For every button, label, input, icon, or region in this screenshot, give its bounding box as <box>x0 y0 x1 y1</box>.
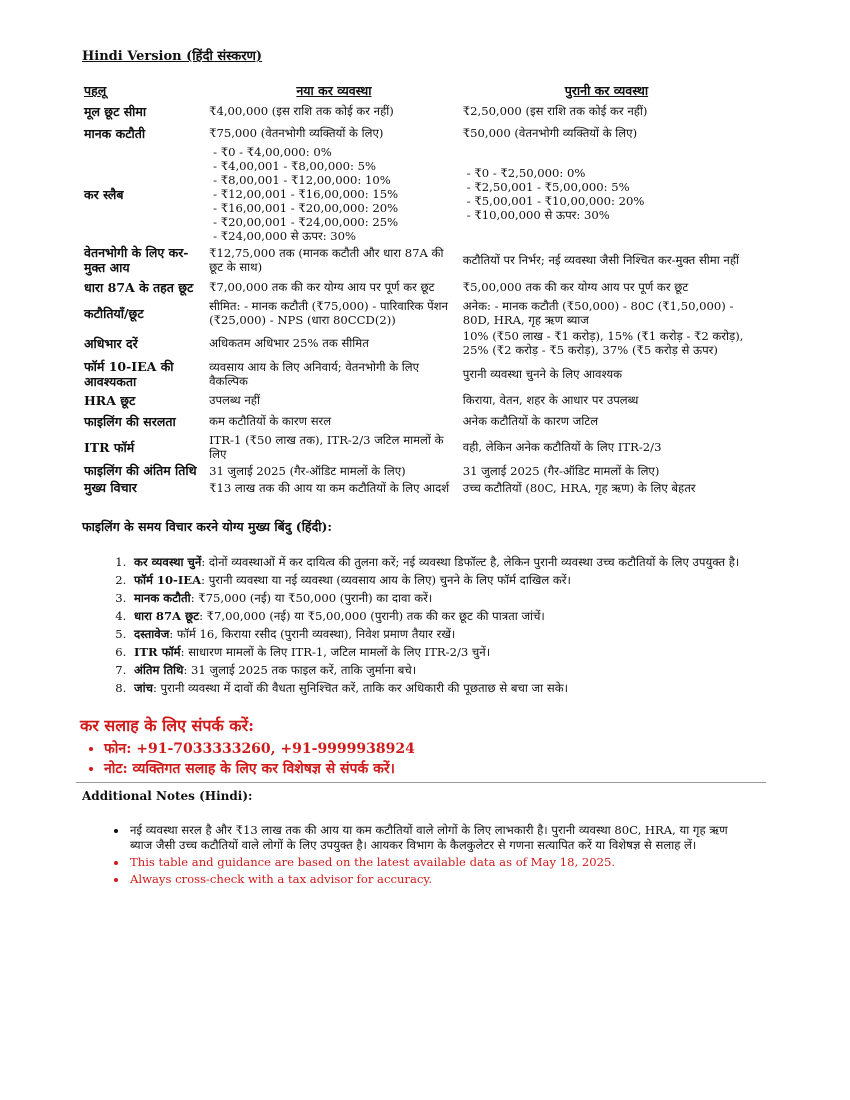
table-row <box>82 276 752 298</box>
slab-item: - ₹8,00,001 - ₹12,00,000: 10% <box>213 173 391 187</box>
header-aspect: पहलू <box>84 83 107 98</box>
table-row <box>82 328 752 358</box>
list-item <box>130 681 750 696</box>
slab-item: - ₹5,00,001 - ₹10,00,000: 20% <box>466 194 645 208</box>
slab-item: - ₹12,00,001 - ₹16,00,000: 15% <box>213 187 399 201</box>
points-heading: फाइलिंग के समय विचार करने योग्य मुख्य बिंदु (हिंदी): <box>82 519 332 534</box>
row-new-value: कम कटौतियों के कारण सरल <box>209 414 332 428</box>
table-row <box>82 100 752 122</box>
point-text: : पुरानी व्यवस्था में दावों की वैधता सुनिश्चित करें, ताकि कर अधिकारी की पूछताछ से बचा जा सके। <box>152 681 568 695</box>
point-text: : 31 जुलाई 2025 तक फाइल करें, ताकि जुर्माना बचे। <box>183 663 417 677</box>
slab-item: - ₹16,00,001 - ₹20,00,000: 20% <box>213 201 399 215</box>
key-points-list <box>82 555 750 696</box>
row-new-value: ₹13 लाख तक की आय या कम कटौतियों के लिए आदर्श <box>209 480 450 495</box>
notes-heading: Additional Notes (Hindi): <box>82 789 253 803</box>
row-old-value: कटौतियों पर निर्भर; नई व्यवस्था जैसी निश्चित कर-मुक्त सीमा नहीं <box>462 253 740 267</box>
list-item <box>130 573 750 588</box>
row-new-value: ₹12,75,000 तक (मानक कटौती और धारा 87A की छूट के साथ) <box>209 246 444 274</box>
point-text: : दोनों व्यवस्थाओं में कर दायित्व की तुलना करें; नई व्यवस्था डिफॉल्ट है, लेकिन पुरानी व्यवस्था उच्च कटौतियों के लिए उपयुक्त है। <box>201 555 740 569</box>
new-slab-list <box>209 145 459 243</box>
row-new-value: ₹4,00,000 (इस राशि तक कोई कर नहीं) <box>209 104 394 118</box>
row-aspect: ITR फॉर्म <box>84 439 135 455</box>
notes-list <box>82 823 748 887</box>
contact-heading: कर सलाह के लिए संपर्क करें: <box>80 716 255 735</box>
row-old-value: पुरानी व्यवस्था चुनने के लिए आवश्यक <box>462 367 623 381</box>
document-title: Hindi Version (हिंदी संस्करण) <box>82 49 263 64</box>
row-new-value: 31 जुलाई 2025 (गैर-ऑडिट मामलों के लिए) <box>209 463 406 478</box>
row-old-value: अनेक कटौतियों के कारण जटिल <box>462 414 599 428</box>
tax-comparison-table <box>82 84 752 496</box>
point-text: : पुरानी व्यवस्था या नई व्यवस्था (व्यवसाय आय के लिए) चुनने के लिए फॉर्म दाखिल करें। <box>201 573 571 587</box>
table-row <box>82 432 752 462</box>
list-item: • This table and guidance are based on the latest available data as of May 18, 2025. <box>128 855 748 870</box>
row-new-value: उपलब्ध नहीं <box>209 393 260 407</box>
list-item <box>130 609 750 624</box>
list-item <box>130 627 750 642</box>
slab-item: - ₹20,00,001 - ₹24,00,000: 25% <box>213 215 399 229</box>
row-aspect: फाइलिंग की अंतिम तिथि <box>84 463 197 478</box>
header-old-regime: पुरानी कर व्यवस्था <box>564 83 649 98</box>
row-new-value: अधिकतम अधिभार 25% तक सीमित <box>209 336 369 350</box>
row-aspect: फाइलिंग की सरलता <box>84 413 176 429</box>
row-aspect: मानक कटौती <box>84 125 146 141</box>
row-old-value: किराया, वेतन, शहर के आधार पर उपलब्ध <box>462 393 639 407</box>
contact-note: • नोट: व्यक्तिगत सलाह के लिए कर विशेषज्ञ से संपर्क करें। <box>104 759 790 779</box>
table-row <box>82 122 752 144</box>
table-row <box>82 479 752 496</box>
row-aspect: वेतनभोगी के लिए कर-मुक्त आय <box>84 245 189 275</box>
table-header-row <box>82 84 752 100</box>
row-new-value: ₹7,00,000 तक की कर योग्य आय पर पूर्ण कर छूट <box>209 280 435 294</box>
point-label: धारा 87A छूट <box>134 609 200 623</box>
table-row <box>82 410 752 432</box>
table-row <box>82 358 752 390</box>
list-item <box>130 555 750 570</box>
point-label: दस्तावेज <box>134 627 170 641</box>
slab-item: - ₹0 - ₹4,00,000: 0% <box>213 145 332 159</box>
slab-item: - ₹10,00,000 से ऊपर: 30% <box>466 208 610 222</box>
list-item <box>130 591 750 606</box>
row-old-value: अनेक: - मानक कटौती (₹50,000) - 80C (₹1,50,000) - 80D, HRA, गृह ऋण ब्याज <box>462 299 734 327</box>
point-label: कर व्यवस्था चुनें <box>134 555 202 569</box>
row-new-value: व्यवसाय आय के लिए अनिवार्य; वेतनभोगी के लिए वैकल्पिक <box>209 360 420 388</box>
point-label: मानक कटौती <box>134 591 191 605</box>
list-item <box>130 645 750 660</box>
row-aspect: HRA छूट <box>84 392 136 408</box>
new-slab-list-cell <box>207 144 461 244</box>
divider <box>76 782 766 783</box>
table-row-tax-slabs <box>82 144 752 244</box>
contact-phone: • फोन: +91-7033333260, +91-9999938924 <box>104 739 790 759</box>
row-aspect: कर स्लैब <box>84 186 124 202</box>
slab-item: - ₹0 - ₹2,50,000: 0% <box>466 166 586 180</box>
row-aspect: मूल छूट सीमा <box>84 103 147 119</box>
point-label: फॉर्म 10-IEA <box>134 573 202 587</box>
point-text: : साधारण मामलों के लिए ITR-1, जटिल मामलों के लिए ITR-2/3 चुनें। <box>180 645 491 659</box>
list-item: • नई व्यवस्था सरल है और ₹13 लाख तक की आय या कम कटौतियों वाले लोगों के लिए लाभकारी है। पुरानी व्यवस्था 80C, HRA, या गृह ऋण ब्याज जैसी उच्च कटौतियों वाले लोगों के लिए उपयुक्त है। आयकर विभाग के कैलकुलेटर से गणना सत्यापित करें या विशेषज्ञ से सलाह लें। <box>128 823 748 853</box>
row-old-value: वही, लेकिन अनेक कटौतियों के लिए ITR-2/3 <box>462 440 662 454</box>
row-old-value: 10% (₹50 लाख - ₹1 करोड़), 15% (₹1 करोड़ - ₹2 करोड़), 25% (₹2 करोड़ - ₹5 करोड़), 37% (₹5 करोड़ से ऊपर) <box>462 329 744 357</box>
contact-list <box>82 739 790 779</box>
point-label: ITR फॉर्म <box>134 645 181 659</box>
row-old-value: उच्च कटौतियों (80C, HRA, गृह ऋण) के लिए बेहतर <box>462 480 696 495</box>
row-new-value: सीमित: - मानक कटौती (₹75,000) - पारिवारिक पेंशन (₹25,000) - NPS (धारा 80CCD(2)) <box>209 299 448 327</box>
row-aspect: कटौतियाँ/छूट <box>84 305 144 321</box>
point-text: : ₹7,00,000 (नई) या ₹5,00,000 (पुरानी) तक की कर छूट की पात्रता जांचें। <box>199 609 545 623</box>
table-row <box>82 462 752 479</box>
point-label: अंतिम तिथि <box>134 663 184 677</box>
old-slab-list-cell <box>461 144 752 244</box>
slab-item: - ₹4,00,001 - ₹8,00,000: 5% <box>213 159 376 173</box>
point-text: : फॉर्म 16, किराया रसीद (पुरानी व्यवस्था), निवेश प्रमाण तैयार रखें। <box>169 627 456 641</box>
row-aspect: धारा 87A के तहत छूट <box>84 279 194 295</box>
table-row <box>82 244 752 276</box>
row-old-value: ₹50,000 (वेतनभोगी व्यक्तियों के लिए) <box>462 126 638 140</box>
point-label: जांच <box>134 681 153 695</box>
row-aspect: अधिभार दरें <box>84 335 138 351</box>
point-text: : ₹75,000 (नई) या ₹50,000 (पुरानी) का दावा करें। <box>190 591 433 605</box>
table-row <box>82 298 752 328</box>
table-row <box>82 390 752 410</box>
header-new-regime: नया कर व्यवस्था <box>296 83 372 98</box>
row-old-value: ₹5,00,000 तक की कर योग्य आय पर पूर्ण कर छूट <box>462 280 689 294</box>
row-aspect: मुख्य विचार <box>84 480 137 495</box>
row-aspect: फॉर्म 10-IEA की आवश्यकता <box>84 359 174 389</box>
row-new-value: ₹75,000 (वेतनभोगी व्यक्तियों के लिए) <box>209 126 384 140</box>
old-slab-list <box>463 166 750 222</box>
slab-item: - ₹24,00,000 से ऊपर: 30% <box>213 229 357 243</box>
slab-item: - ₹2,50,001 - ₹5,00,000: 5% <box>466 180 630 194</box>
list-item: • Always cross-check with a tax advisor for accuracy. <box>128 872 748 887</box>
row-new-value: ITR-1 (₹50 लाख तक), ITR-2/3 जटिल मामलों के लिए <box>209 433 444 461</box>
row-old-value: ₹2,50,000 (इस राशि तक कोई कर नहीं) <box>462 104 648 118</box>
list-item <box>130 663 750 678</box>
row-old-value: 31 जुलाई 2025 (गैर-ऑडिट मामलों के लिए) <box>462 463 660 478</box>
